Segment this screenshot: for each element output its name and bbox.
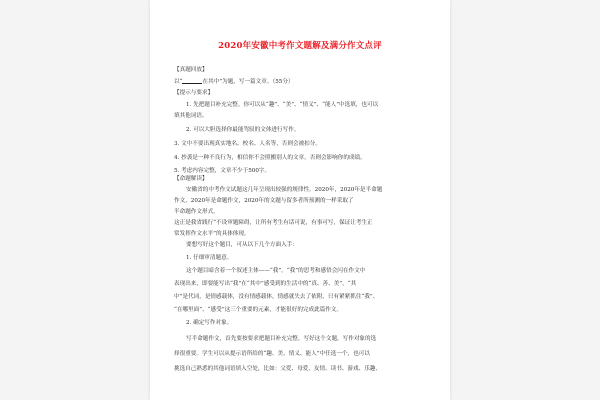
- paragraph-line: 中”是代词，是情感载体，没有情感载体，情感就失去了依附，只有紧紧抓住“我”、: [174, 294, 379, 300]
- section-heading-tips: 【提示与要求】: [174, 90, 214, 96]
- tip-line: 1. 先把题目补充完整。你可以从“趣”、“美”、“情义”、“能人”中选填，也可以: [186, 102, 379, 108]
- tip-line: 3. 文中不要出现真实地名、校名、人名等，否则会被扣分。: [174, 141, 321, 147]
- paragraph-line: 写半命题作文，首先要按要求把题目补充完整。写好这个文题，写作对象的选: [186, 336, 377, 342]
- tip-line: 4. 抄袭是一种不良行为，相信你不会照搬别人的文章，否则会影响你的成绩。: [174, 155, 366, 161]
- paragraph-line: 安徽省的中考作文试题这几年呈现出较强的规律性。2020年，2020年是半命题: [186, 187, 383, 193]
- section-heading-prompt: 【真题回放】: [174, 67, 208, 73]
- prompt-line: [174, 78, 294, 86]
- paragraph-line: 挑选自己熟悉的其他词语填入空处，比如：父爱、母爱、友情、读书、游戏、乐趣、: [174, 366, 381, 372]
- tip-line: 填其他词语。: [174, 113, 208, 119]
- paragraph-line: 这正是我省践行“不设审题障碍，让所有考生有话可说，有事可写，保证让考生正: [174, 220, 373, 226]
- paragraph-line: 要想写好这个题目，可从以下几个方面入手：: [186, 242, 298, 248]
- paragraph-line: “在哪里面”、“感受”这三个重要的元素，才能很好的完成此篇作文。: [174, 307, 343, 313]
- tip-line: 5. 考虑内容完整，文章不少于500字。: [174, 168, 271, 174]
- blank-underline: [182, 78, 202, 84]
- paragraph-line: 这个题目暗含着一个叙述主体——“我”。“我”的思考和感悟会闪在作文中: [186, 268, 366, 274]
- prompt-suffix: 在其中”为题，写一篇文章。（55分）: [202, 79, 294, 85]
- document-page: [150, 0, 450, 400]
- paragraph-line: 表现出来，即要能写出“我”在“其中”感受到的生活中的“真、善、美”。“其: [174, 281, 357, 287]
- document-title: 2020年安徽中考作文题解及满分作文点评: [218, 41, 382, 51]
- paragraph-line: 半命题作文形式。: [174, 209, 219, 215]
- paragraph-line: 作文，2020年是命题作文，2020年的文题与留多者所预测的一样采取了: [174, 198, 354, 204]
- prompt-prefix: 以“: [174, 79, 183, 85]
- subheading: 1. 仔细审清题意。: [186, 255, 233, 261]
- subheading: 2. 确定写作对象。: [186, 320, 233, 326]
- paragraph-line: 择很重要。学生可以从提示语所给的“趣、美、情义、能人”中任选一个，也可以: [174, 351, 370, 357]
- paragraph-line: 常发挥作文水平”的具体体现。: [174, 231, 250, 237]
- tip-line: 2. 可以大胆选择你最能驾驭的文体进行写作。: [186, 127, 300, 133]
- section-heading-analysis: 【命题解读】: [174, 176, 208, 182]
